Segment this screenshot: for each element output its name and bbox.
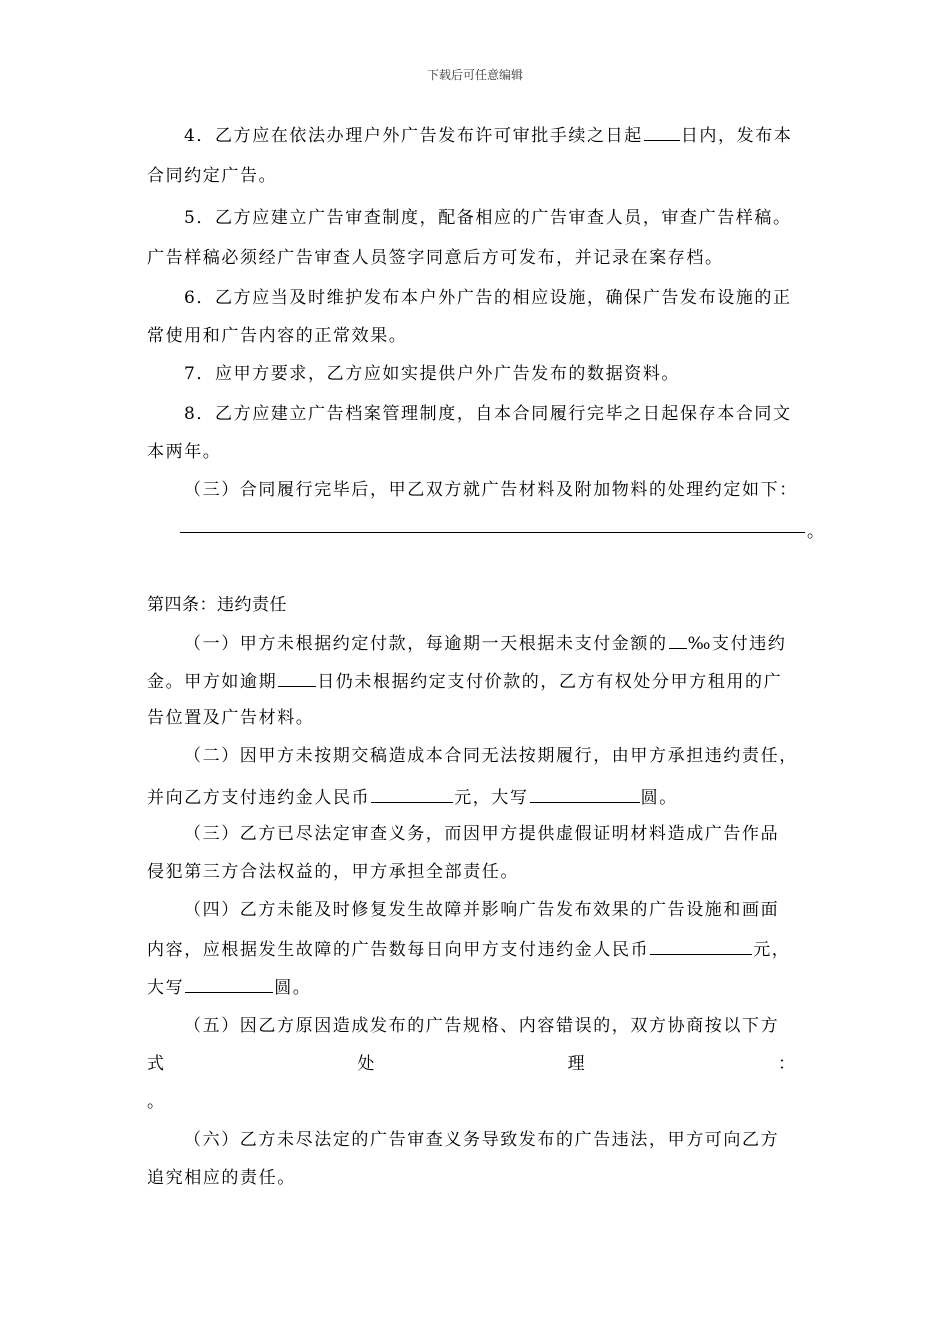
clause-5-line1: 5．乙方应建立广告审查制度，配备相应的广告审查人员，审查广告样稿。	[184, 208, 792, 228]
blank-daily-amount-words	[185, 975, 273, 993]
article-4-heading: 第四条：违约责任	[147, 595, 287, 615]
liability-2-line2: 并向乙方支付违约金人民币 元，大写 圆。	[147, 785, 807, 809]
section-3-line1: （三）合同履行完毕后，甲乙双方就广告材料及附加物料的处理约定如下：	[184, 480, 798, 500]
blank-amount-words	[530, 785, 640, 803]
liability-1-line2: 金。甲方如逾期 日仍未根据约定支付价款的，乙方有权处分甲方租用的广	[147, 669, 807, 693]
liability-1-line1: （一）甲方未根据约定付款，每逾期一天根据未支付金额的 ‰支付违约	[184, 631, 809, 655]
blank-permille	[669, 631, 687, 649]
liability-4-line3: 大写 圆。	[147, 975, 807, 999]
blank-overdue-days	[278, 669, 316, 687]
clause-4-line1: 4．乙方应在依法办理户外广告发布许可审批手续之日起 日内，发布本	[184, 123, 809, 147]
clause-7-line1: 7．应甲方要求，乙方应如实提供户外广告发布的数据资料。	[184, 364, 681, 384]
clause-8-line2: 本两年。	[147, 442, 222, 462]
blank-days	[644, 123, 680, 141]
clause-4-line2: 合同约定广告。	[147, 166, 278, 186]
liability-3-line1: （三）乙方已尽法定审查义务，而因甲方提供虚假证明材料造成广告作品	[184, 824, 780, 844]
clause-8-line1: 8．乙方应建立广告档案管理制度，自本合同履行完毕之日起保存本合同文	[184, 404, 792, 424]
liability-5-line2: 式 处 理 ：	[147, 1054, 795, 1074]
liability-2-line1: （二）因甲方未按期交稿造成本合同无法按期履行，由甲方承担违约责任，	[184, 746, 798, 766]
section-3-end: 。	[807, 522, 824, 542]
liability-1-line3: 告位置及广告材料。	[147, 708, 315, 728]
liability-5-line1: （五）因乙方原因造成发布的广告规格、内容错误的，双方协商按以下方	[184, 1016, 780, 1036]
clause-6-line2: 常使用和广告内容的正常效果。	[147, 326, 408, 346]
liability-5-line3: 。	[147, 1092, 166, 1112]
liability-4-line1: （四）乙方未能及时修复发生故障并影响广告发布效果的广告设施和画面	[184, 900, 780, 920]
liability-6-line1: （六）乙方未尽法定的广告审查义务导致发布的广告违法，甲方可向乙方	[184, 1130, 780, 1150]
blank-daily-amount	[650, 937, 752, 955]
clause-5-line2: 广告样稿必须经广告审查人员签字同意后方可发布，并记录在案存档。	[147, 248, 724, 268]
clause-6-line1: 6．乙方应当及时维护发布本户外广告的相应设施，确保广告发布设施的正	[184, 288, 792, 308]
blank-full-line	[180, 531, 805, 533]
liability-3-line2: 侵犯第三方合法权益的，甲方承担全部责任。	[147, 862, 519, 882]
liability-4-line2: 内容，应根据发生故障的广告数每日向甲方支付违约金人民币 元，	[147, 937, 807, 961]
page-header-note: 下载后可任意编辑	[426, 68, 523, 82]
liability-6-line2: 追究相应的责任。	[147, 1168, 296, 1188]
blank-amount	[371, 785, 453, 803]
